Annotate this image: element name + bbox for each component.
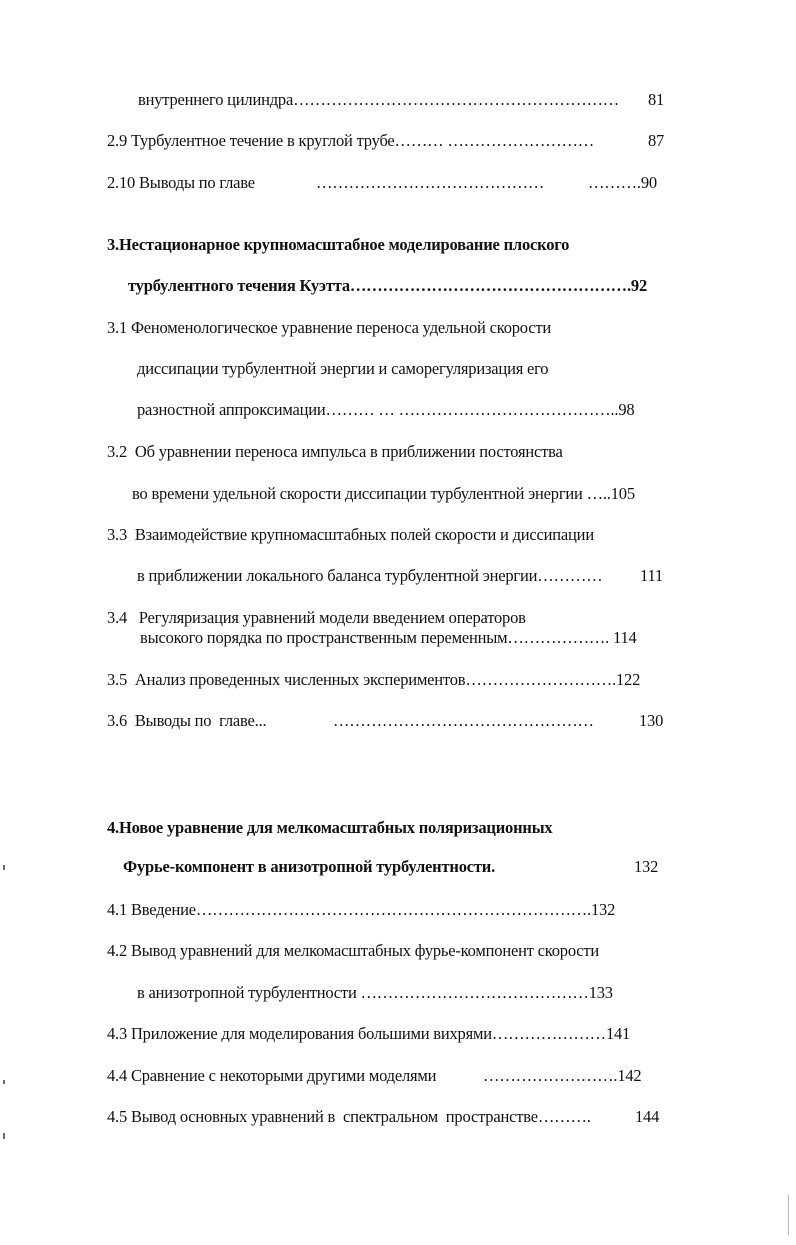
toc-page-number: 81 xyxy=(648,90,665,109)
scan-speck xyxy=(3,1080,5,1084)
toc-leader-dots: ………………………………………… xyxy=(333,711,594,730)
toc-entry-4-4: 4.4 Сравнение с некоторыми другими моделями xyxy=(107,1066,437,1085)
toc-page-number: 111 xyxy=(640,566,663,585)
toc-page-number: 87 xyxy=(648,131,665,150)
toc-entry-3-1: 3.1 Феноменологическое уравнение переноса удельной скорости xyxy=(107,318,552,337)
toc-entry-4-2: 4.2 Вывод уравнений для мелкомасштабных фурье-компонент скорости xyxy=(107,941,600,960)
toc-entry-3-6: 3.6 Выводы по главе... xyxy=(107,711,267,730)
toc-leader-dots: …………………….142 xyxy=(483,1066,642,1085)
chapter-4-title-cont: Фурье-компонент в анизотропной турбулентности. xyxy=(123,857,496,876)
toc-leader-dots: …………………………………… xyxy=(316,173,545,192)
toc-entry-3-3: 3.3 Взаимодействие крупномасштабных полей скорости и диссипации xyxy=(107,525,594,544)
chapter-3-title-cont: турбулентного течения Куэтта…………………………………………….92 xyxy=(128,276,648,295)
scan-speck xyxy=(3,865,5,870)
toc-entry-3-2: 3.2 Об уравнении переноса импульса в приближении постоянства xyxy=(107,442,563,461)
toc-entry-4-2-cont: в анизотропной турбулентности ……………………………………133 xyxy=(137,983,613,1002)
toc-entry-3-3-cont: в приближении локального баланса турбулентной энергии………… xyxy=(137,566,603,585)
toc-entry-4-5: 4.5 Вывод основных уравнений в спектральном пространстве………. xyxy=(107,1107,591,1126)
scan-speck xyxy=(788,1195,789,1235)
toc-entry-3-5: 3.5 Анализ проведенных численных экспериментов……………………….122 xyxy=(107,670,641,689)
toc-entry-2-8-continuation: внутреннего цилиндра…………………………………………………… xyxy=(138,90,620,109)
toc-entry-2-9: 2.9 Турбулентное течение в круглой трубе……… ……………………… xyxy=(107,131,595,150)
toc-page-number: 144 xyxy=(635,1107,660,1126)
toc-entry-3-1-cont: диссипации турбулентной энергии и саморегуляризация его xyxy=(137,359,549,378)
toc-entry-2-10: 2.10 Выводы по главе xyxy=(107,173,255,192)
toc-entry-3-4-cont: высокого порядка по пространственным переменным………………. 114 xyxy=(140,628,637,647)
chapter-4-title: 4.Новое уравнение для мелкомасштабных поляризационных xyxy=(107,818,553,837)
toc-entry-3-1-cont: разностной аппроксимации……… … …………………………………..98 xyxy=(137,400,635,419)
toc-page-number: ……….90 xyxy=(588,173,657,192)
scan-speck xyxy=(3,1133,5,1139)
toc-page-number: 130 xyxy=(639,711,664,730)
toc-entry-3-4: 3.4 Регуляризация уравнений модели введением операторов xyxy=(107,608,526,627)
toc-entry-4-3: 4.3 Приложение для моделирования большими вихрями…………………141 xyxy=(107,1024,631,1043)
chapter-3-title: 3.Нестационарное крупномасштабное моделирование плоского xyxy=(107,235,570,254)
toc-entry-3-2-cont: во времени удельной скорости диссипации турбулентной энергии …..105 xyxy=(132,484,635,503)
toc-page-number: 132 xyxy=(634,857,659,876)
toc-entry-4-1: 4.1 Введение……………………………………………………………….132 xyxy=(107,900,616,919)
